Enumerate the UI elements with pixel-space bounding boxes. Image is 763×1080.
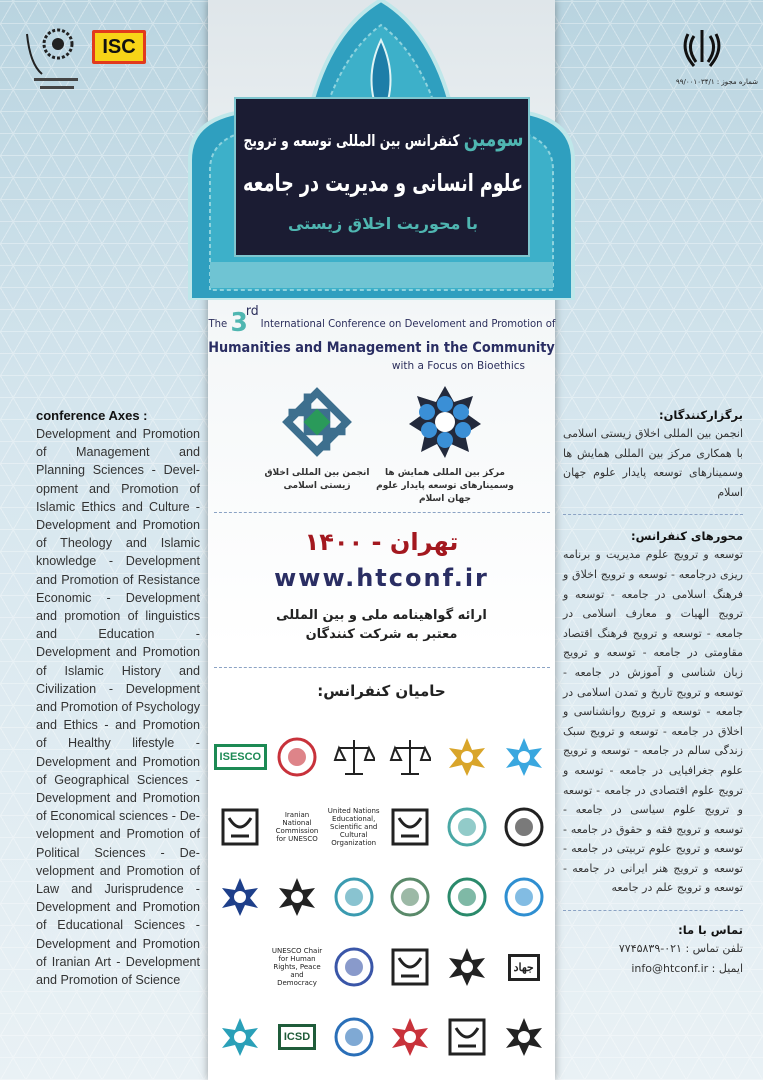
divider — [214, 667, 550, 668]
unesco-logo: United Nations Educational, Scientific and Cultural Organization — [327, 807, 380, 847]
title-line3: با محوریت اخلاق زیستی — [287, 214, 479, 233]
shahid-beheshti-university-logo — [22, 24, 82, 94]
contact-email[interactable]: ایمیل : info@htconf.ir — [631, 961, 743, 975]
book-square-logo — [439, 1002, 496, 1072]
knot-square-logo — [279, 384, 355, 460]
permit-number: شماره مجوز : ۹۹/۰۰۱۰۳۴/۱ — [676, 78, 758, 86]
ordinal-suffix: rd — [245, 304, 259, 319]
title-banner — [234, 97, 530, 257]
sponsors-title: حامیان کنفرانس: — [317, 682, 446, 700]
justice-scales-logo — [382, 722, 439, 792]
organizer-logo-left: انجمن بین المللی اخلاق زیستی اسلامی — [262, 384, 372, 493]
organizer-logo-center: مرکز بین المللی همایش ها وسمینارهای توسعه پایدار علوم جهان اسلام — [360, 384, 530, 506]
isesco-globe-logo: ISESCO — [212, 722, 269, 792]
azad-university-logo — [325, 932, 382, 1002]
ordinal-number: 3 — [229, 308, 248, 338]
title-line2: علوم انسانی و مدیریت در جامعه — [242, 169, 523, 197]
isc-logo: ISC — [92, 30, 146, 64]
teal-rosette-logo — [439, 792, 496, 862]
star-flower-logo — [407, 384, 483, 460]
red-green-star-logo — [382, 1002, 439, 1072]
certificate-note: ارائه گواهینامه ملی و بین المللی معتبر به شرکت کنندگان — [276, 608, 487, 642]
unesco-commission-logo: Iranian National Commission for UNESCO — [275, 811, 319, 843]
gold-star-logo — [439, 722, 496, 792]
right-column — [563, 408, 743, 978]
website-link[interactable]: www.htconf.ir — [274, 564, 489, 592]
axes-heading-fa: محورهای کنفرانس: — [630, 529, 743, 544]
calligraphy-square-logo — [382, 792, 439, 862]
title-en-line1-row — [208, 304, 555, 338]
title-en-line2: Humanities and Management in the Community — [208, 340, 555, 356]
octagram-knot-logo — [269, 862, 326, 932]
green-rosette-logo — [439, 862, 496, 932]
calligraphy-square-logo — [212, 792, 269, 862]
contact-heading: تماس با ما: — [678, 923, 743, 938]
icsd-logo: ICSD — [269, 1002, 326, 1072]
axes-body-fa: توسعه و ترویج علوم مدیریت و برنامه ریزی درجامعه - توسعه و ترویج اخلاق و فرهنگ اسلامی در جامعه - توسعه و ترویج الهیات و معارف اسلامی در جامعه - توسعه و ترویج فرهنگ اقتصاد مقاومتی در جامعه - توسعه و ترویج زبان شناسی و آموزش در جامعه - توسعه و ترویج تاریخ و تمدن اسلامی در جامعه - توسعه و ترویج روانشناسی و اخلاق در جامعه - توسعه و ترویج سبک زندگی سالم در جامعه - توسعه و ترویج علوم جغرافیایی در جامعه - توسعه و ترویج علوم اقتصادی در جامعه - توسعه و ترویج علوم سیاسی در جامعه - توسعه و ترویج فقه و حقوق در جامعه - توسعه و ترویج علوم تربیتی در جامعه - توسعه و ترویج هنر ایرانی در جامعه - توسعه و ترویج علم در جامعه — [563, 548, 743, 895]
city-year: تهران - ۱۴۰۰ — [304, 528, 459, 556]
english-title — [208, 300, 555, 378]
globe-hands-logo — [495, 792, 552, 862]
unesco-chair-logo: UNESCO Chair for Human Rights, Peace and Democracy — [271, 947, 323, 987]
title-prefix: The — [208, 318, 227, 330]
blue-flower-logo — [495, 722, 552, 792]
black-star-logo — [439, 932, 496, 1002]
blue-globe-logo — [495, 862, 552, 932]
wave-circle-logo — [325, 862, 382, 932]
organizers-body: انجمن بین المللی اخلاق زیستی اسلامی با همکاری مرکز بین المللی همایش ها وسمینارهای توسعه پایدار علوم جهان اسلام — [563, 427, 743, 499]
contact-phone: تلفن تماس : ۰۲۱-۷۷۴۵۸۳۹ — [618, 942, 743, 956]
axes-heading-en: conference Axes : — [36, 408, 148, 423]
floral-ring-logo — [382, 862, 439, 932]
title-line1: سومین کنفرانس بین المللی توسعه و ترویج — [243, 127, 523, 152]
left-column — [36, 408, 200, 989]
people-circle-logo — [269, 722, 326, 792]
teal-flower-logo — [212, 1002, 269, 1072]
divider — [563, 514, 743, 515]
organizers-heading: برگزارکنندگان: — [658, 408, 743, 422]
title-en-line3: with a Focus on Bioethics — [391, 360, 525, 372]
sponsor-grid — [212, 722, 552, 1072]
blue-swirl-logo — [325, 1002, 382, 1072]
divider — [214, 512, 550, 513]
axes-body-en: Development and Promotion of Management and Planning Sciences - Development and Promotion of Islamic Ethics and Culture - Development and Promotion of Theology and Islamic knowledge - Development and Promotion of Resistance Economic - Development and promotion of linguistics and Education - Development and Promotion of Islamic History and Civilization - Development and Promotion of Psychology and Ethics - and Promotion of Healthy lifestyle - Development and Promotion of Geographical Sciences - Development and Promotion of Economical sciences - Development and Promotion of Political Sciences - Development and Promotion of Law and Jurisprudence - Development and Promotion of Educational Sciences - Development and Promotion of Iranian Art - Development and Promotion of Science — [36, 427, 200, 988]
spacer — [212, 932, 269, 1002]
arch-logo — [382, 932, 439, 1002]
heart-knot-logo — [495, 1002, 552, 1072]
justice-scales-logo — [325, 722, 382, 792]
title-en-line1: International Conference on Develoment and Promotion of — [260, 318, 555, 330]
iran-emblem-logo — [680, 28, 724, 68]
divider — [563, 910, 743, 911]
jahad-logo: جهاد — [495, 932, 552, 1002]
blue-knot-logo — [212, 862, 269, 932]
